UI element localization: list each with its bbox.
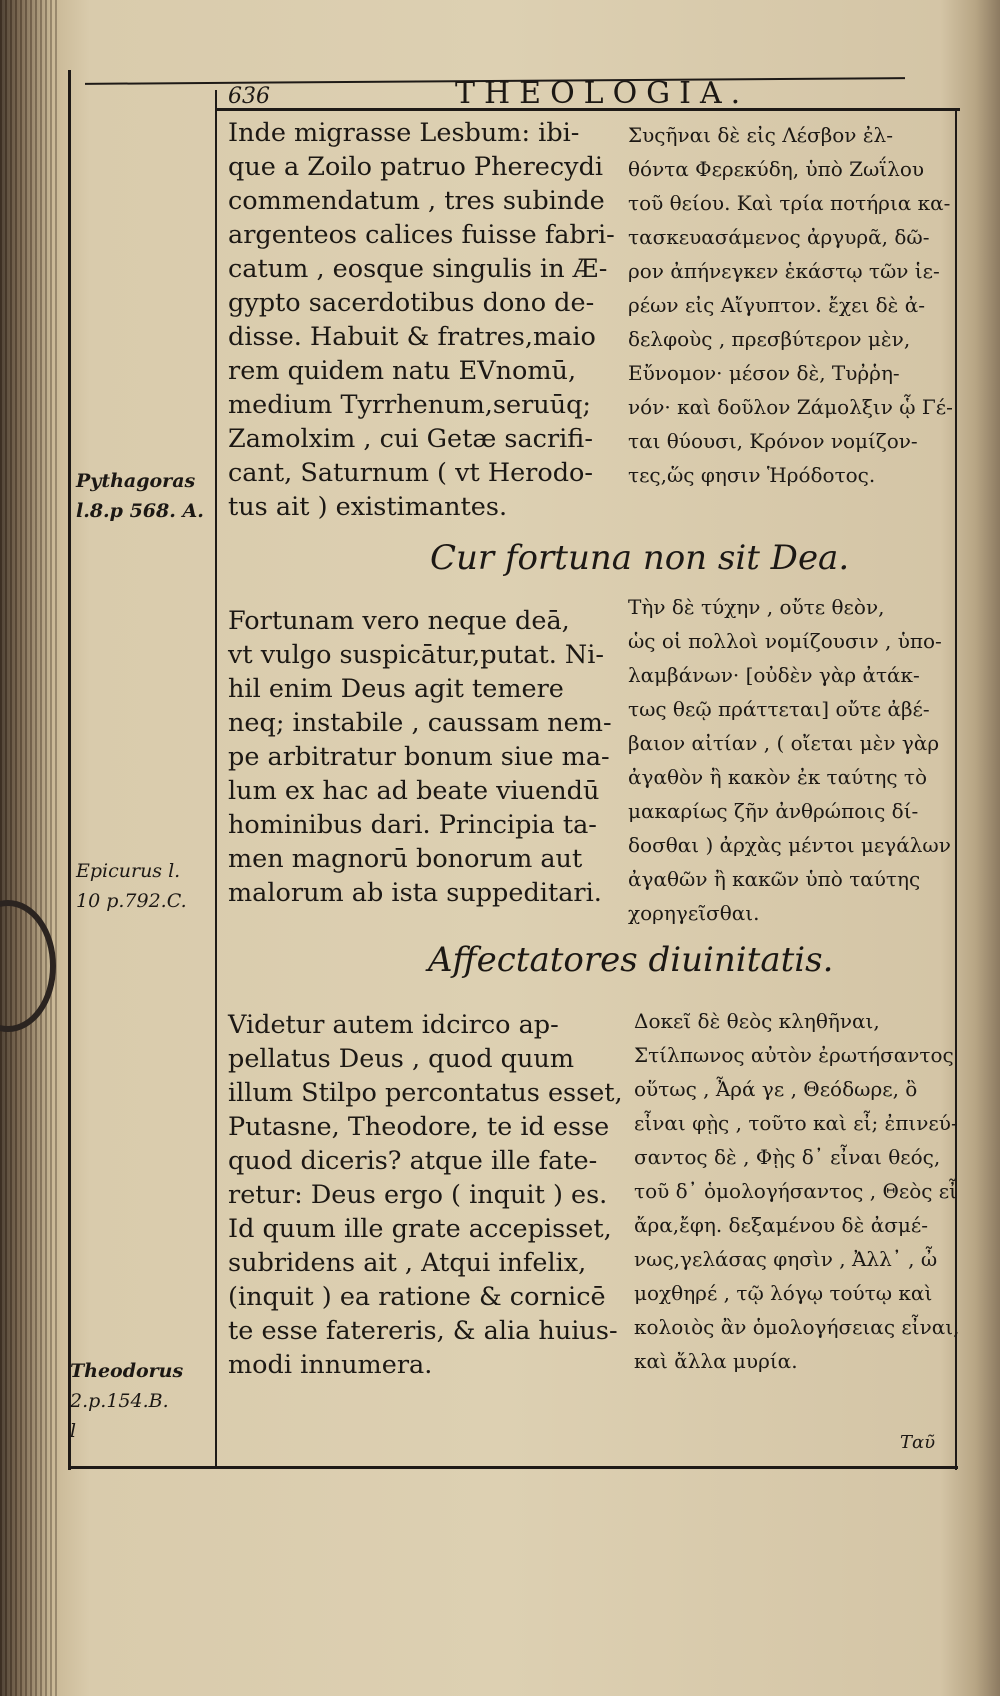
latin-block-3	[228, 1008, 623, 1382]
running-head: THEOLOGIA.	[455, 76, 750, 111]
latin-line: te esse fatereris, & alia huius-	[228, 1316, 618, 1346]
latin-line: catum , eosque singulis in Æ-	[228, 254, 608, 284]
latin-line: malorum ab ista suppeditari.	[228, 878, 602, 908]
latin-line: Fortunam vero neque deā,	[228, 606, 570, 636]
greek-line: σαντος δὲ , Φῂς δ᾽ εἶναι θεός,	[634, 1145, 941, 1169]
greek-line: τασκευασάμενος ἀργυρᾶ, δῶ-	[628, 225, 930, 249]
marginal-note-line: Epicurus l.	[76, 860, 181, 882]
marginal-note-line: Theodorus	[70, 1360, 184, 1382]
page-number: 636	[228, 84, 270, 109]
latin-line: pe arbitratur bonum siue ma-	[228, 742, 610, 772]
greek-line: ὡς οἱ πολλοὶ νομίζουσιν , ὑπο-	[628, 629, 942, 653]
greek-line: οὕτως , Ἆρά γε , Θεόδωρε, ὃ	[634, 1077, 918, 1101]
greek-line: δοσθαι ) ἀρχὰς μέντοι μεγάλων	[628, 833, 951, 857]
greek-line: εἶναι φῂς , τοῦτο καὶ εἶ; ἐπινεύ-	[634, 1111, 958, 1135]
latin-line: Zamolxim , cui Getæ sacrifi-	[228, 424, 593, 454]
latin-line: Id quum ille grate accepisset,	[228, 1214, 612, 1244]
inner-left-rule	[215, 90, 217, 1468]
page-edge-stack	[0, 0, 60, 1696]
greek-line: θόντα Φερεκύδη, ὑπὸ Ζωΐλου	[628, 157, 925, 181]
marginal-note-pythagoras	[76, 466, 204, 526]
marginal-note-epicurus	[76, 856, 187, 916]
marginal-note-line: l.8.p 568. A.	[76, 500, 204, 522]
latin-line: hil enim Deus agit temere	[228, 674, 564, 704]
greek-line: Στίλπωνος αὐτὸν ἐρωτήσαντος	[634, 1043, 954, 1067]
greek-line: τοῦ θείου. Καὶ τρία ποτήρια κα-	[628, 191, 951, 215]
latin-line: cant, Saturnum ( vt Herodo-	[228, 458, 594, 488]
latin-line: medium Tyrrhenum,seruūq;	[228, 390, 592, 420]
bottom-rule	[68, 1466, 958, 1469]
marginal-note-line: 2.p.154.B.	[70, 1390, 169, 1412]
greek-line: μοχθηρέ , τῷ λόγῳ τούτῳ καὶ	[634, 1281, 933, 1305]
marginal-note-line: Pythagoras	[76, 470, 196, 492]
latin-line: vt vulgo suspicātur,putat. Ni-	[228, 640, 604, 670]
greek-line: τες,ὥς φησιν Ἡρόδοτος.	[628, 463, 876, 487]
latin-line: hominibus dari. Principia ta-	[228, 810, 597, 840]
greek-line: βαιον αἰτίαν , ( οἴεται μὲν γὰρ	[628, 731, 940, 755]
greek-line: νόν· καὶ δοῦλον Ζάμολξιν ᾧ Γέ-	[628, 395, 953, 419]
latin-line: pellatus Deus , quod quum	[228, 1044, 575, 1074]
greek-line: Δοκεῖ δὲ θεὸς κληθῆναι,	[634, 1009, 880, 1033]
latin-line: quod diceris? atque ille fate-	[228, 1146, 598, 1176]
latin-line: modi innumera.	[228, 1350, 433, 1380]
greek-block-2	[628, 590, 951, 930]
greek-line: μακαρίως ζῆν ἀνθρώποις δί-	[628, 799, 919, 823]
section-heading-fortuna: Cur fortuna non sit Dea.	[430, 538, 850, 578]
latin-line: Inde migrasse Lesbum: ibi-	[228, 118, 580, 148]
latin-line: tus ait ) existimantes.	[228, 492, 508, 522]
greek-block-1	[628, 118, 953, 492]
outer-left-rule	[68, 70, 71, 1470]
greek-line: ρον ἀπήνεγκεν ἑκάστῳ τῶν ἱε-	[628, 259, 940, 283]
section-heading-affectatores: Affectatores diuinitatis.	[428, 940, 834, 980]
latin-line: lum ex hac ad beate viuendū	[228, 776, 600, 806]
greek-line: τοῦ δ᾽ ὁμολογήσαντος , Θεὸς εἶ	[634, 1179, 958, 1203]
latin-line: subridens ait , Atqui infelix,	[228, 1248, 587, 1278]
latin-line: disse. Habuit & fratres,maio	[228, 322, 596, 352]
catchword: Ταῦ	[900, 1432, 936, 1453]
greek-line: δελφοὺς , πρεσβύτερον μὲν,	[628, 327, 911, 351]
latin-block-2	[228, 604, 612, 910]
latin-line: men magnorū bonorum aut	[228, 844, 583, 874]
greek-line: ται θύουσι, Κρόνον νομίζον-	[628, 429, 918, 453]
greek-line: Εὔνομον· μέσον δὲ, Τυῤῥη-	[628, 361, 900, 385]
greek-line: τως θεῷ πράττεται] οὔτε ἀβέ-	[628, 697, 930, 721]
marginal-mark: l	[70, 1420, 77, 1442]
greek-line: ρέων εἰς Αἴγυπτον. ἔχει δὲ ἀ-	[628, 293, 926, 317]
greek-line: κολοιὸς ἂν ὁμολογήσειας εἶναι,	[634, 1315, 960, 1339]
greek-block-3	[634, 1004, 959, 1378]
latin-line: Putasne, Theodore, te id esse	[228, 1112, 610, 1142]
latin-line: commendatum , tres subinde	[228, 186, 605, 216]
greek-line: νως,γελάσας φησὶν , Ἀλλ᾽ , ὦ	[634, 1247, 938, 1271]
latin-line: neq; instabile , caussam nem-	[228, 708, 612, 738]
greek-line: ἄρα,ἔφη. δεξαμένου δὲ ἀσμέ-	[634, 1213, 928, 1237]
greek-line: ἀγαθὸν ἢ κακὸν ἐκ ταύτης τὸ	[628, 765, 927, 789]
greek-line: καὶ ἄλλα μυρία.	[634, 1349, 798, 1373]
latin-line: gypto sacerdotibus dono de-	[228, 288, 595, 318]
greek-line: ἀγαθῶν ἢ κακῶν ὑπὸ ταύτης	[628, 867, 921, 891]
greek-line: Συςῆναι δὲ εἰς Λέσβον ἐλ-	[628, 123, 893, 147]
latin-line: argenteos calices fuisse fabri-	[228, 220, 615, 250]
latin-line: rem quidem natu EVnomū,	[228, 356, 577, 386]
greek-line: λαμβάνων· [οὐδὲν γὰρ ἀτάκ-	[628, 663, 920, 687]
latin-line: (inquit ) ea ratione & cornicē	[228, 1282, 606, 1312]
greek-line: χορηγεῖσθαι.	[628, 901, 760, 925]
greek-line: Τὴν δὲ τύχην , οὔτε θεὸν,	[628, 595, 885, 619]
latin-line: illum Stilpo percontatus esset,	[228, 1078, 623, 1108]
marginal-note-line: 10 p.792.C.	[76, 890, 187, 912]
latin-line: retur: Deus ergo ( inquit ) es.	[228, 1180, 608, 1210]
latin-block-1	[228, 116, 615, 524]
latin-line: Videtur autem idcirco ap-	[228, 1010, 559, 1040]
latin-line: que a Zoilo patruo Pherecydi	[228, 152, 604, 182]
marginal-note-theodorus	[70, 1356, 183, 1446]
